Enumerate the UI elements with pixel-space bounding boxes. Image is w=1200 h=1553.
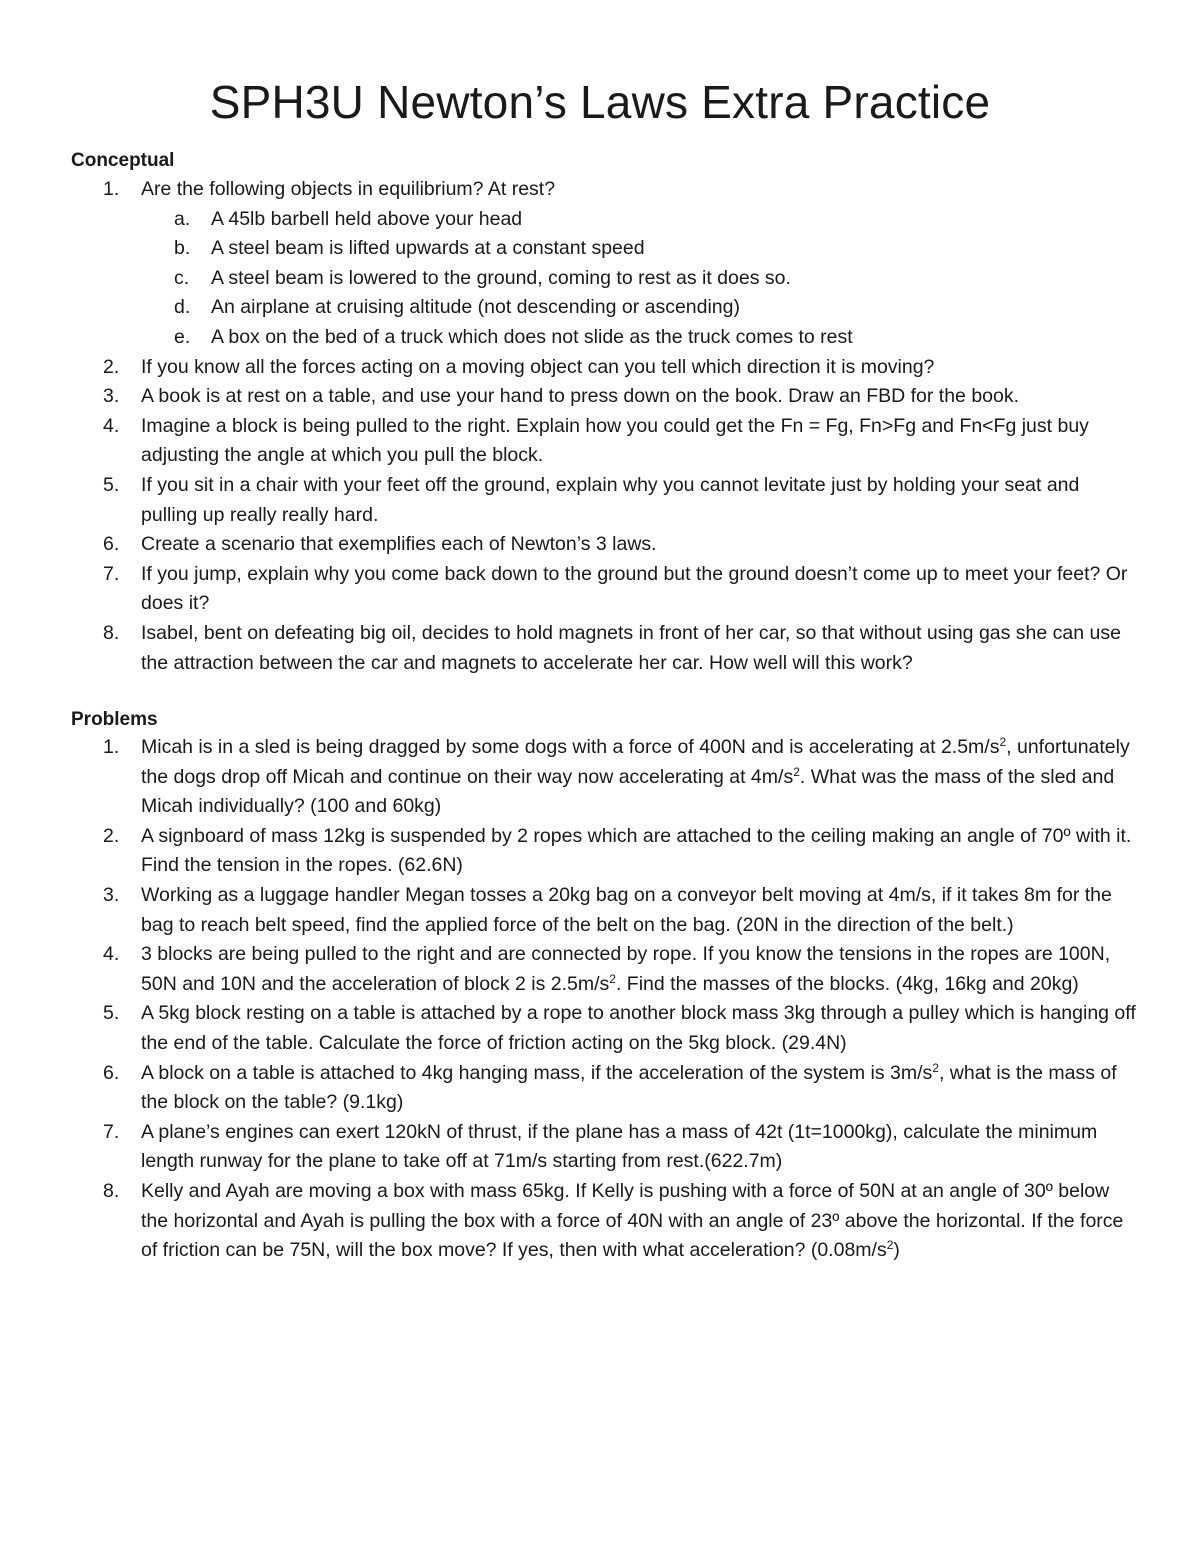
item-number: 2.	[103, 824, 120, 847]
list-item	[0, 940, 1200, 999]
sub-item-letter: e.	[174, 325, 191, 348]
sub-item-text: A box on the bed of a truck which does not slide as the truck comes to rest	[211, 325, 853, 348]
item-number: 1.	[103, 178, 120, 200]
list-item	[0, 382, 1200, 412]
list-item	[0, 733, 1200, 822]
page-title: SPH3U Newton’s Laws Extra Practice	[209, 76, 991, 128]
item-number: 3.	[103, 883, 120, 906]
item-number: 7.	[103, 1120, 120, 1143]
item-number: 3.	[103, 385, 120, 408]
list-item	[0, 822, 1200, 881]
list-item	[0, 353, 1200, 383]
item-text: Create a scenario that exemplifies each of Newton’s 3 laws.	[141, 533, 657, 556]
section-heading-problems: Problems	[71, 709, 158, 730]
item-number: 8.	[103, 621, 120, 644]
sub-list-item	[0, 234, 1200, 264]
conceptual-question-list	[0, 175, 1200, 678]
superscript: 2	[609, 971, 616, 986]
list-item	[0, 1177, 1200, 1266]
list-item	[0, 881, 1200, 940]
item-text: A book is at rest on a table, and use your hand to press down on the book. Draw an FBD for the book.	[141, 385, 1020, 408]
sub-item-text: A steel beam is lifted upwards at a constant speed	[211, 237, 645, 260]
item-text: Kelly and Ayah are moving a box with mass 65kg. If Kelly is pushing with a force of 50N at an angle of 30º below the horizontal and Ayah is pulling the box with a force of 40N with an angle of 23º above the horizontal. If the force of friction can be 75N, will the box move? If yes, then with what acceleration? $(0.08m/s^2)$	[141, 1179, 1124, 1262]
list-item	[0, 1059, 1200, 1118]
item-text: A block on a table is attached to 4kg hanging mass, if the acceleration of the system is $3m/s^2$, what is the mass of the block on the table? (9.1kg)	[141, 1060, 1117, 1114]
list-item	[0, 530, 1200, 560]
superscript: 2	[999, 735, 1007, 749]
item-text: Working as a luggage handler Megan tosses a 20kg bag on a conveyor belt moving at 4m/s, if it takes 8m for the bag to reach belt speed, find the applied force of the belt on the bag. (20N in the direction of the belt.)	[141, 883, 1112, 936]
superscript: 2	[793, 764, 800, 779]
item-number: 8.	[103, 1179, 120, 1202]
item-number: 6.	[103, 533, 120, 556]
list-item	[0, 1118, 1200, 1177]
sub-item-text: An airplane at cruising altitude (not descending or ascending)	[211, 296, 740, 319]
item-number: 2.	[103, 355, 120, 378]
item-text: Are the following objects in equilibrium? At rest?	[141, 178, 556, 200]
sub-item-text: A steel beam is lowered to the ground, coming to rest as it does so.	[211, 266, 791, 289]
item-text: Imagine a block is being pulled to the right. Explain how you could get the Fn = Fg, Fn>Fg and Fn<Fg just buy adjusting the angle at which you pull the block.	[141, 414, 1089, 467]
section-heading-conceptual: Conceptual	[71, 150, 175, 171]
sub-item-letter: c.	[174, 266, 190, 289]
sub-item-letter: d.	[174, 296, 191, 319]
item-number: 6.	[103, 1061, 120, 1084]
item-text: A plane’s engines can exert 120kN of thrust, if the plane has a mass of 42t (1t=1000kg), calculate the minimum length runway for the plane to take off at 71m/s starting from rest.(622.7m)	[141, 1120, 1098, 1173]
item-text: 3 blocks are being pulled to the right and are connected by rope. If you know the tensions in the ropes are 100N, 50N and 10N and the acceleration of block 2 is $2.5m/s^2$. Find the masses of the blocks. (4kg, 16kg and 20kg)	[141, 943, 1111, 995]
item-text: A signboard of mass 12kg is suspended by 2 ropes which are attached to the ceiling making an angle of 70º with it. Find the tension in the ropes. (62.6N)	[141, 824, 1132, 877]
item-number: 1.	[103, 736, 120, 758]
sub-list-item	[0, 264, 1200, 294]
list-item	[0, 412, 1200, 471]
item-number: 5.	[103, 1002, 120, 1025]
item-text: If you jump, explain why you come back down to the ground but the ground doesn’t come up to meet your feet? Or does it?	[141, 562, 1128, 615]
item-text: If you know all the forces acting on a moving object can you tell which direction it is moving?	[141, 355, 935, 378]
list-item	[0, 619, 1200, 678]
problems-list	[0, 733, 1200, 1266]
sub-list-item	[0, 323, 1200, 353]
item-text: Isabel, bent on defeating big oil, decides to hold magnets in front of her car, so that without using gas she can use the attraction between the car and magnets to accelerate her car. How well will this work?	[141, 621, 1121, 674]
item-text: Micah is in a sled is being dragged by some dogs with a force of 400N and is accelerating at $2.5m/s^2$, unfortunately the dogs drop off Micah and continue on their way now accelerating at $4m/s^2$. What was the mass of the sled and Micah individually? (100 and 60kg)	[141, 735, 1130, 818]
list-item	[0, 999, 1200, 1058]
superscript: 2	[932, 1060, 939, 1075]
sub-list-item	[0, 205, 1200, 235]
item-text: If you sit in a chair with your feet off the ground, explain why you cannot levitate just by holding your seat and pulling up really really hard.	[141, 473, 1080, 526]
list-item	[0, 471, 1200, 530]
item-number: 4.	[103, 943, 120, 966]
sub-item-letter: a.	[174, 207, 191, 230]
list-item	[0, 175, 1200, 205]
sub-item-text: A 45lb barbell held above your head	[211, 207, 523, 230]
item-number: 4.	[103, 414, 120, 437]
sub-item-letter: b.	[174, 237, 191, 260]
list-item	[0, 560, 1200, 619]
item-text: A 5kg block resting on a table is attached by a rope to another block mass 3kg through a pulley which is hanging off the end of the table. Calculate the force of friction acting on the 5kg block. (29.4N)	[141, 1002, 1136, 1054]
item-number: 7.	[103, 562, 120, 585]
sub-list-item	[0, 293, 1200, 323]
item-number: 5.	[103, 473, 120, 496]
superscript: 2	[886, 1238, 894, 1253]
